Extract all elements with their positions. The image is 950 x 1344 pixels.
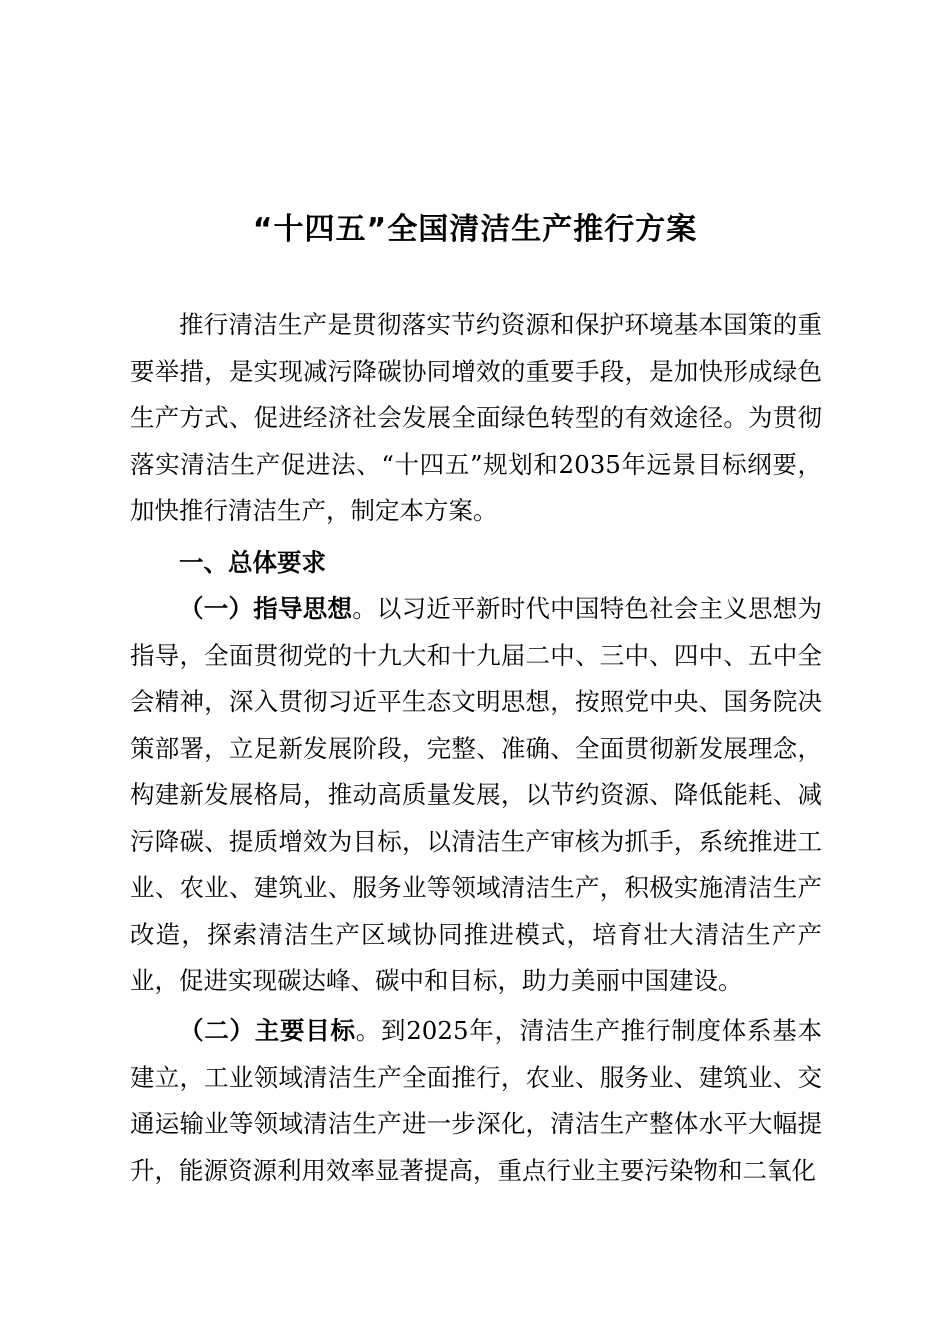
guiding-ideology-text: 。以习近平新时代中国特色社会主义思想为指导，全面贯彻党的十九大和十九届二中、三中、四中、五中全会精神，深入贯彻习近平生态文明思想，按照党中央、国务院决策部署，立足新发展阶段，完整、准确、全面贯彻新发展理念，构建新发展格局，推动高质量发展，以节约资源、降低能耗、减污降碳、提质增效为目标，以清洁生产审核为抓手，系统推进工业、农业、建筑业、服务业等领域清洁生产，积极实施清洁生产改造，探索清洁生产区域协同推进模式，培育壮大清洁生产产业，促进实现碳达峰、碳中和目标，助力美丽中国建设。 bbox=[130, 594, 823, 995]
guiding-ideology-label: （一）指导思想 bbox=[179, 594, 353, 623]
guiding-ideology-paragraph bbox=[130, 586, 822, 1005]
main-goals-text: 。到2025年，清洁生产推行制度体系基本建立，工业领域清洁生产全面推行，农业、服务业、建筑业、交通运输业等领域清洁生产进一步深化，清洁生产整体水平大幅提升，能源资源利用效率显著提高，重点行业主要污染物和二氧化 bbox=[130, 1016, 822, 1185]
intro-paragraph: 推行清洁生产是贯彻落实节约资源和保护环境基本国策的重要举措，是实现减污降碳协同增效的重要手段，是加快形成绿色生产方式、促进经济社会发展全面绿色转型的有效途径。为贯彻落实清洁生产促进法、“十四五”规划和2035年远景目标纲要，加快推行清洁生产，制定本方案。 bbox=[130, 310, 822, 525]
main-goals-paragraph bbox=[130, 1008, 822, 1194]
main-goals-label: （二）主要目标 bbox=[179, 1016, 356, 1045]
document-title: “十四五”全国清洁生产推行方案 bbox=[252, 212, 698, 247]
section-heading-general-requirements: 一、总体要求 bbox=[179, 548, 326, 577]
